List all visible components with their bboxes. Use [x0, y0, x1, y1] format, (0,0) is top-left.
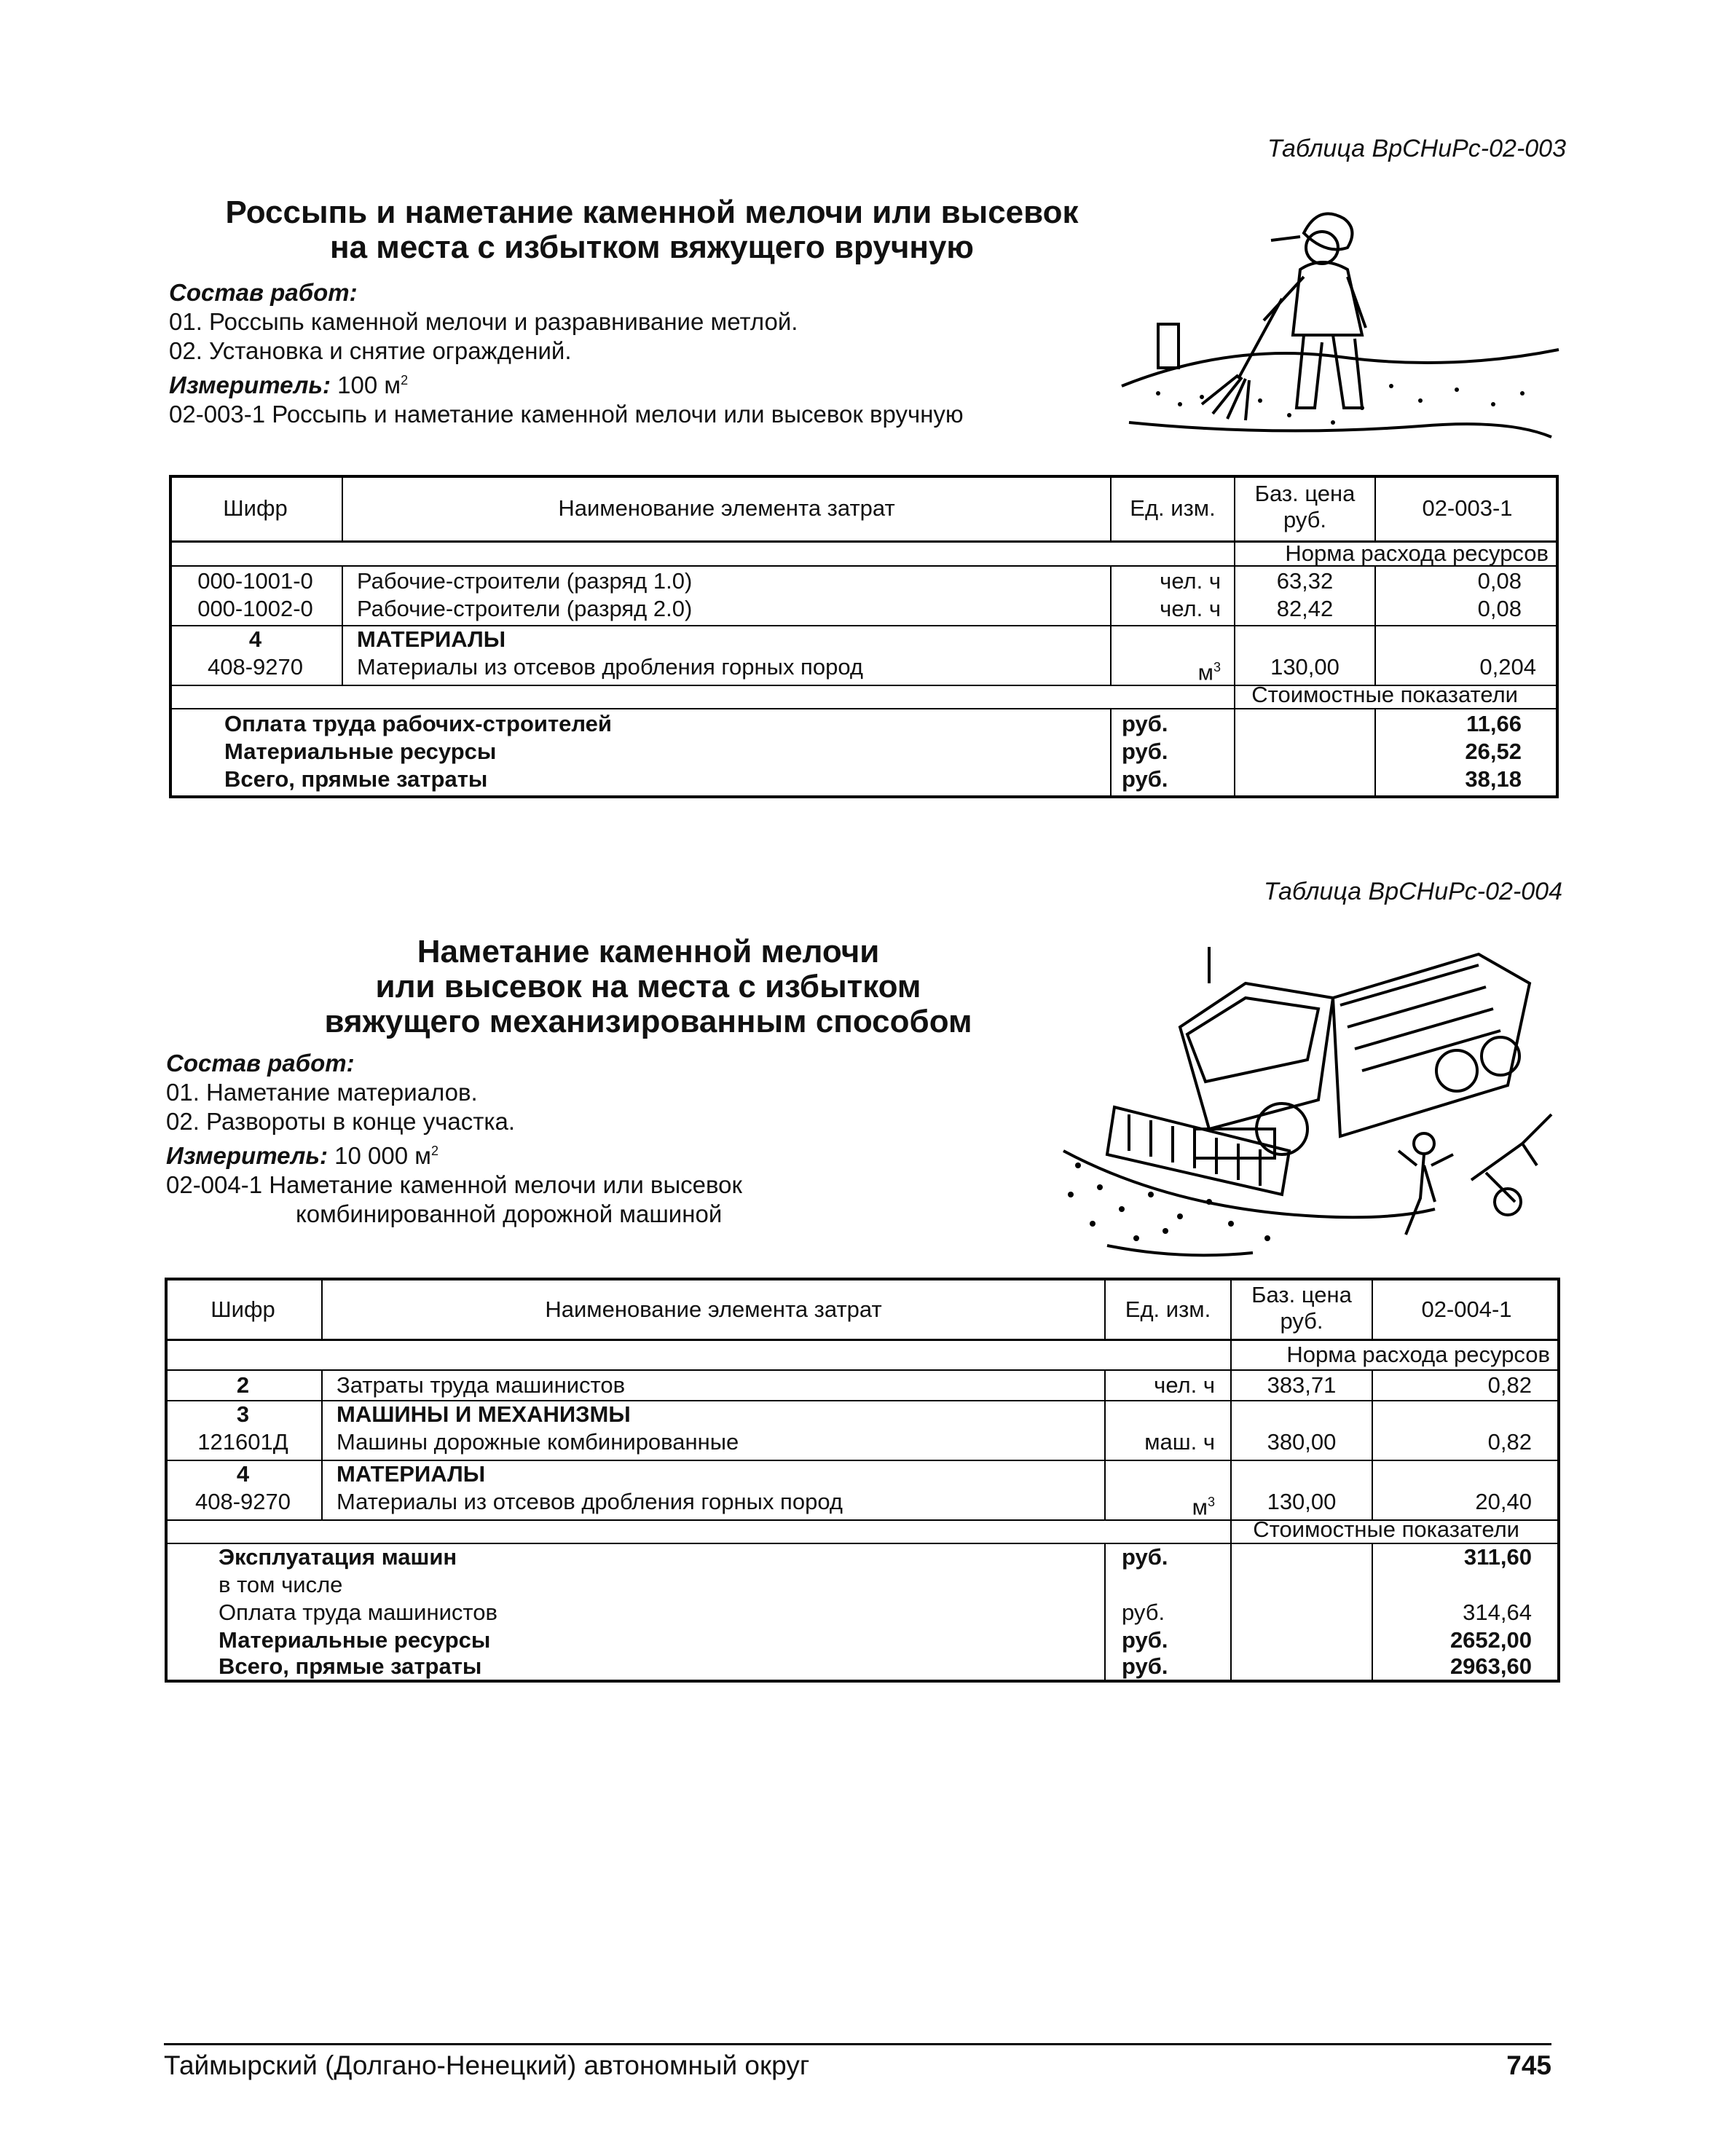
- footer-region: Таймырский (Долгано-Ненецкий) автономный округ: [164, 2050, 810, 2080]
- cost-unit: руб.: [1122, 739, 1168, 764]
- header-code: Шифр: [211, 1297, 275, 1322]
- item-description: 02-004-1 Наметание каменной мелочи или высевок: [166, 1171, 742, 1198]
- cost-unit: руб.: [1122, 1627, 1168, 1653]
- row-code: 000-1001-0: [197, 568, 313, 594]
- row-unit: чел. ч: [1160, 596, 1221, 621]
- row-code: 121601Д: [197, 1429, 288, 1455]
- row-price: 63,32: [1276, 568, 1334, 594]
- cost-value: 38,18: [1465, 766, 1522, 792]
- header-code-col: 02-003-1: [1422, 495, 1513, 521]
- road-machine-illustration: [1049, 932, 1559, 1282]
- row-group-name: МАШИНЫ И МЕХАНИЗМЫ: [337, 1401, 631, 1427]
- cost-name: Оплата труда машинистов: [219, 1600, 497, 1625]
- row-group-name: МАТЕРИАЛЫ: [357, 626, 506, 652]
- row-code: 000-1002-0: [197, 596, 313, 621]
- cost-name: Оплата труда рабочих-строителей: [224, 711, 612, 736]
- row-unit: $м^3$: [1192, 1494, 1215, 1520]
- row-price: 130,00: [1267, 1489, 1337, 1514]
- row-code: 4: [236, 1461, 250, 1487]
- section-title: Россыпь и наметание каменной мелочи или высевок на места с избытком вяжущего вручную: [225, 194, 1079, 265]
- row-unit: чел. ч: [1160, 568, 1221, 594]
- row-unit: чел. ч: [1154, 1372, 1215, 1398]
- row-name: Машины дорожные комбинированные: [337, 1429, 739, 1455]
- header-price: Баз. цена руб.: [1254, 481, 1356, 532]
- row-value: 0,82: [1487, 1429, 1532, 1455]
- cost-unit: руб.: [1122, 1600, 1165, 1625]
- item-description: 02-003-1 Россыпь и наметание каменной мелочи или высевок вручную: [169, 401, 964, 428]
- row-value: 0,204: [1479, 654, 1536, 680]
- row-value: 0,08: [1477, 568, 1522, 594]
- cost-name: Всего, прямые затраты: [224, 766, 488, 792]
- footer-divider: [164, 2043, 1551, 2045]
- row-price: 82,42: [1276, 596, 1334, 621]
- row-code: 4: [248, 626, 262, 652]
- cost-value: 11,66: [1466, 711, 1522, 736]
- row-name: Материалы из отсевов дробления горных пород: [357, 654, 863, 680]
- header-name: Наименование элемента затрат: [545, 1297, 882, 1322]
- cost-value: 2652,00: [1449, 1627, 1532, 1653]
- cost-name: Материальные ресурсы: [219, 1627, 491, 1653]
- header-price: Баз. цена руб.: [1251, 1282, 1352, 1334]
- row-unit: $м^3$: [1197, 659, 1221, 685]
- row-price: 380,00: [1267, 1429, 1337, 1455]
- cost-name: Эксплуатация машин: [219, 1544, 457, 1570]
- row-name: Рабочие-строители (разряд 2.0): [357, 596, 693, 621]
- cost-unit: руб.: [1122, 711, 1168, 736]
- row-code: 3: [236, 1401, 250, 1427]
- header-unit: Ед. изм.: [1125, 1297, 1211, 1322]
- section-title: Наметание каменной мелочи или высевок на места с избытком вяжущего механизированным способом: [324, 934, 972, 1039]
- work-composition: Состав работ: 01. Россыпь каменной мелочи и разравнивание метлой. 02. Установка и снятие ограждений. Измеритель: 100 $м^2$ 02-003-1 Россыпь и наметание каменной мелочи или высевок вручную: [169, 279, 964, 428]
- row-value: 0,08: [1477, 596, 1522, 621]
- row-price: 383,71: [1267, 1372, 1337, 1398]
- work-composition: Состав работ: 01. Наметание материалов. 02. Развороты в конце участка. Измеритель: 10 000 $м^2$ 02-004-1 Наметание каменной мелочи или высевок комбинированной дорожной машиной: [166, 1050, 742, 1227]
- worker-sweeping-illustration: [1114, 189, 1566, 444]
- cost-unit: руб.: [1122, 1653, 1168, 1679]
- row-group-name: МАТЕРИАЛЫ: [337, 1461, 486, 1487]
- cost-label: Стоимостные показатели: [1253, 1516, 1519, 1542]
- header-name: Наименование элемента затрат: [558, 495, 895, 521]
- norm-label: Норма расхода ресурсов: [1285, 540, 1549, 566]
- norm-label: Норма расхода ресурсов: [1286, 1342, 1550, 1367]
- header-code-col: 02-004-1: [1421, 1297, 1512, 1322]
- cost-name: Всего, прямые затраты: [219, 1653, 482, 1679]
- table-label: Таблица ВрСНиРс-02-004: [1263, 878, 1562, 905]
- cost-unit: руб.: [1122, 1544, 1168, 1570]
- cost-name: Материальные ресурсы: [224, 739, 497, 764]
- row-value: 20,40: [1475, 1489, 1532, 1514]
- cost-value: 311,60: [1463, 1544, 1532, 1570]
- row-code: 408-9270: [194, 1489, 291, 1514]
- row-value: 0,82: [1487, 1372, 1532, 1398]
- header-code: Шифр: [223, 495, 288, 521]
- row-price: 130,00: [1270, 654, 1339, 680]
- cost-value: 26,52: [1465, 739, 1522, 764]
- row-name: Затраты труда машинистов: [337, 1372, 626, 1398]
- cost-value: 314,64: [1463, 1600, 1532, 1625]
- cost-unit: руб.: [1122, 766, 1168, 792]
- row-code: 2: [236, 1372, 250, 1398]
- cost-label: Стоимостные показатели: [1251, 682, 1518, 707]
- row-name: Материалы из отсевов дробления горных пород: [337, 1489, 843, 1514]
- row-unit: маш. ч: [1144, 1429, 1215, 1455]
- row-name: Рабочие-строители (разряд 1.0): [357, 568, 693, 594]
- table-label: Таблица ВрСНиРс-02-003: [1267, 135, 1566, 162]
- cost-value: 2963,60: [1449, 1653, 1532, 1679]
- page-number: 745: [1506, 2050, 1551, 2080]
- header-unit: Ед. изм.: [1130, 495, 1216, 521]
- row-code: 408-9270: [207, 654, 303, 680]
- cost-note: в том числе: [219, 1572, 343, 1597]
